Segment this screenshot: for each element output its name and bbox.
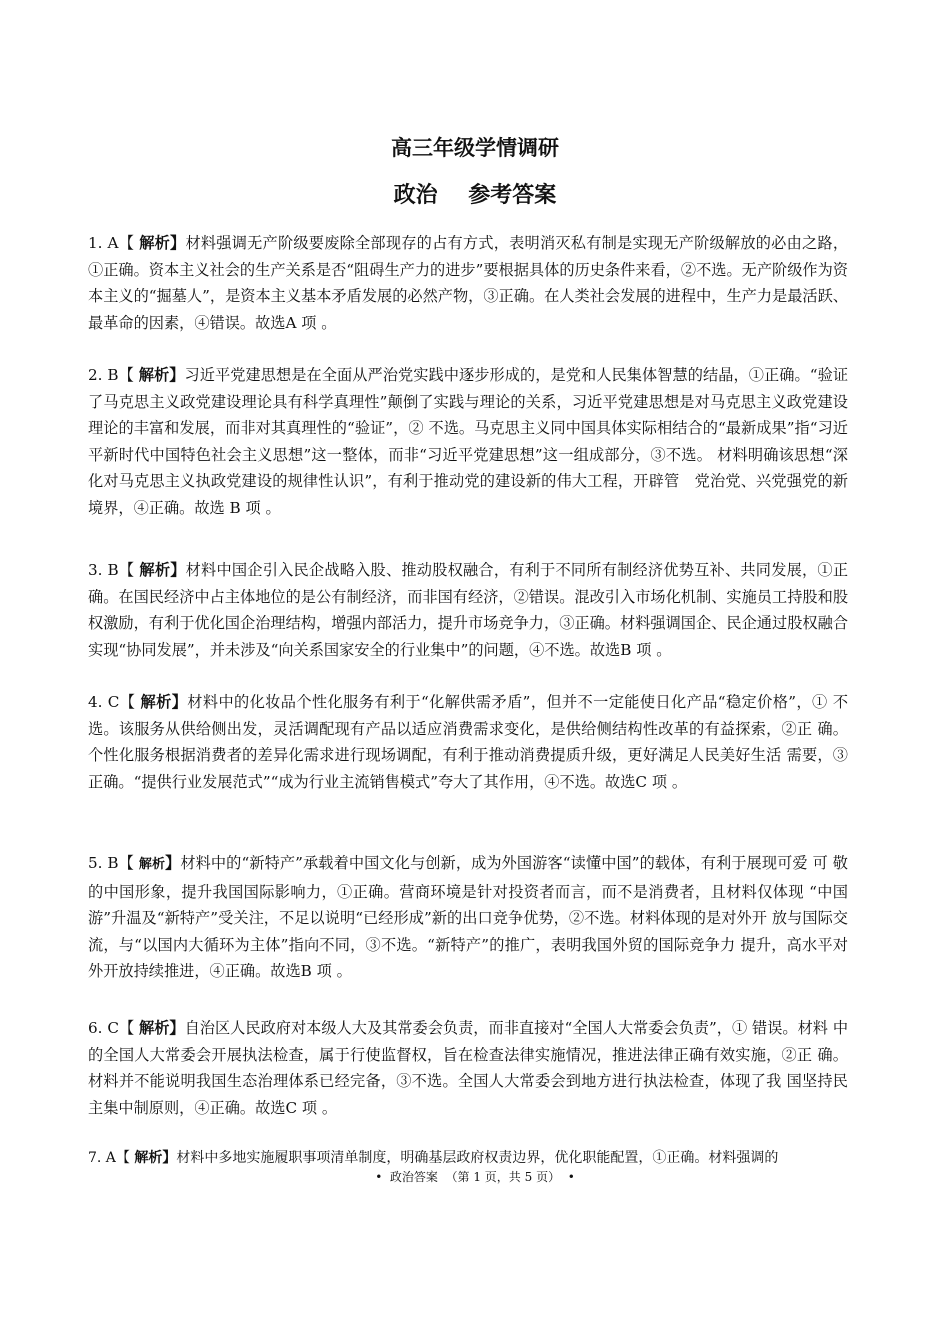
answer-text: 材料中国企引入民企战略入股、推动股权融合，有利于不同所有制经济优势互补、共同发展，①正确。在国民经济中占主体地位的是公有制经济，而非国有经济，②错误。混改引入市场化机制、实施员工持股和股权激励，有利于优化国企治理结构，增强内部活力，提升市场竞争力，③正确。材料强调国企、民企通过股权融合实现“协同发展”，并未涉及“向关系国家安全的行业集中”的问题，④不选。故选B 项 。 <box>88 561 849 659</box>
answer-text: 习近平党建思想是在全面从严治党实践中逐步形成的，是党和人民集体智慧的结晶，①正确。“验证了马克思主义政党建设理论具有科学真理性”颠倒了实践与理论的关系，习近平党建思想是对马克思主义政党建设理论的丰富和发展，而非对其真理性的“验证”，② 不选。马克思主义同中国具体实际相结合的“最新成果”指“习近平新时代中国特色社会主义思想”这一整体，而非“习近平党建思想”这一组成部分，③不选。 材料明确该思想“深化对马克思主义执政党建设的规律性认识”，有利于推动党的建设新的伟大工程，开辟管 党治党、兴党强党的新境界，④正确。故选 B 项 。 <box>88 366 849 517</box>
answer-6 <box>88 1015 848 1121</box>
answer-number: 4. C【 <box>88 693 136 711</box>
answer-1 <box>88 230 848 336</box>
answer-number: 5. B【 <box>88 854 134 872</box>
answer-number: 2. B【 <box>88 366 134 384</box>
answer-text: 材料中的“新特产”承载着中国文化与创新，成为外国游客“读懂中国”的载体，有利于展现可爱 可 敬的中国形象，提升我国国际影响力，①正确。营商环境是针对投资者而言，而不是消费者，且材料仅体现 “中国游”升温及“新特产”受关注，不足以说明“已经形成”新的出口竞争优势，②不选。材料体现的是对外开 放与国际交流，与“以国内大循环为主体”指向不同，③不选。“新特产”的推广，表明我国外贸的国际竞争力 提升，高水平对外开放持续推进，④正确。故选B 项 。 <box>88 854 848 980</box>
answer-number: 3. B【 <box>88 561 135 579</box>
analysis-tag: 解析】 <box>134 1150 177 1166</box>
answer-text: 材料中多地实施履职事项清单制度，明确基层政府权责边界，优化职能配置，①正确。材料强调的 <box>176 1150 779 1166</box>
answer-3 <box>88 557 848 663</box>
analysis-tag: 解析】 <box>140 693 188 711</box>
answer-4 <box>88 689 848 795</box>
answer-number: 1. A【 <box>88 234 135 252</box>
page-footer: • 政治答案 （第 1 页，共 5 页） • <box>375 1170 575 1184</box>
analysis-tag: 解析】 <box>139 234 186 252</box>
answer-5 <box>88 850 848 985</box>
analysis-tag: 解析】 <box>138 366 185 384</box>
answer-text: 自治区人民政府对本级人大及其常委会负责，而非直接对“全国人大常委会负责”，① 错误。材料 中的全国人大常委会开展执法检查，属于行使监督权，旨在检查法律实施情况，推进法律正确有效实施，②正 确。材料并不能说明我国生态治理体系已经完备，③不选。全国人大常委会到地方进行执法检查，体现了我 国坚持民主集中制原则，④正确。故选C 项 。 <box>88 1019 849 1117</box>
analysis-tag: 解析 <box>138 857 166 872</box>
page-title: 高三年级学情调研 <box>391 136 559 160</box>
analysis-tag-bracket: 】 <box>165 854 181 872</box>
page-subtitle: 政治 参考答案 <box>393 183 557 208</box>
answer-number: 7. A【 <box>88 1150 130 1166</box>
answer-number: 6. C【 <box>88 1019 135 1037</box>
analysis-tag: 解析】 <box>139 1019 185 1037</box>
answer-2 <box>88 362 848 521</box>
answer-text: 材料中的化妆品个性化服务有利于“化解供需矛盾”，但并不一定能使日化产品“稳定价格”，① 不 选。该服务从供给侧出发，灵活调配现有产品以适应消费需求变化，是供给侧结构性改革的有益探索，②正 确。个性化服务根据消费者的差异化需求进行现场调配，有利于推动消费提质升级，更好满足人民美好生活 需要，③正确。“提供行业发展范式”“成为行业主流销售模式”夸大了其作用，④不选。故选C 项 。 <box>88 693 849 791</box>
answer-text: 材料强调无产阶级要废除全部现存的占有方式，表明消灭私有制是实现无产阶级解放的必由之路，①正确。资本主义社会的生产关系是否“阻碍生产力的进步”要根据具体的历史条件来看，②不选。无产阶级作为资本主义的“掘墓人”，是资本主义基本矛盾发展的必然产物，③正确。在人类社会发展的进程中，生产力是最活跃、最革命的因素，④错误。故选A 项 。 <box>88 234 849 332</box>
analysis-tag: 解析】 <box>139 561 186 579</box>
